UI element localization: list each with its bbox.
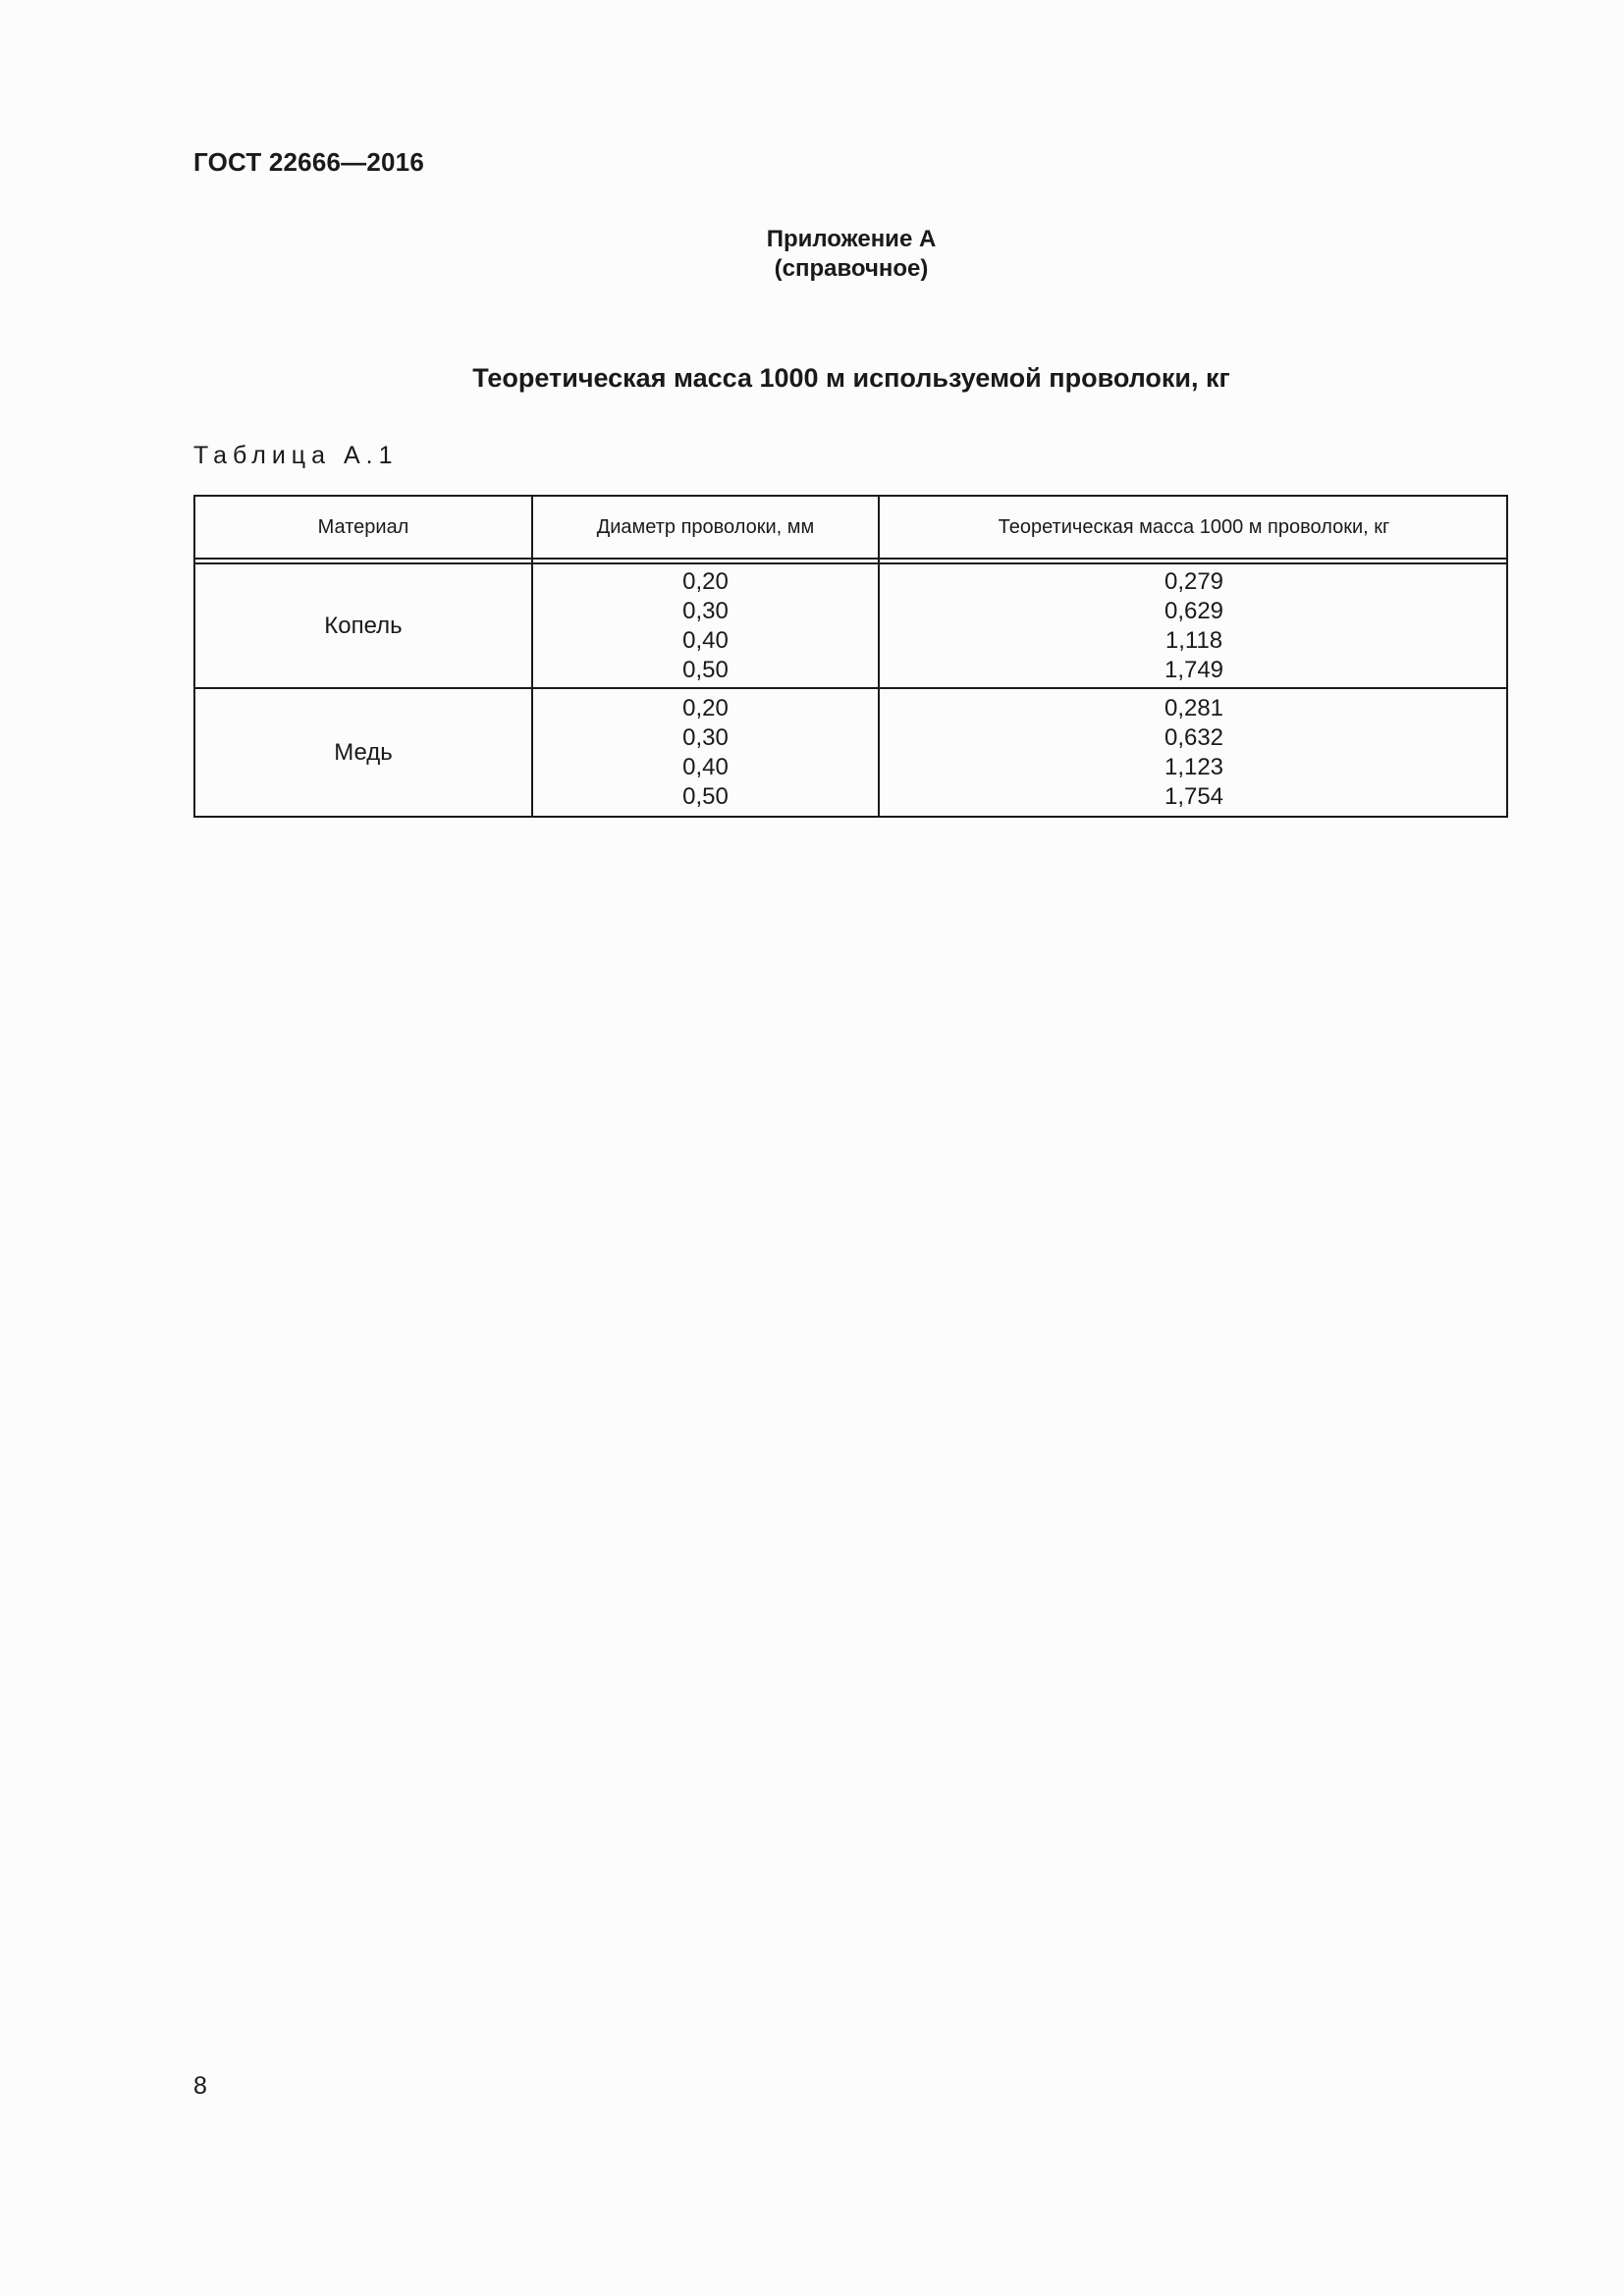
diameter-value: 0,40 — [682, 753, 729, 780]
diameter-value: 0,30 — [682, 597, 729, 624]
diameter-value: 0,20 — [682, 694, 729, 721]
page-number: 8 — [193, 2072, 207, 2100]
document-code: ГОСТ 22666—2016 — [193, 147, 424, 177]
mass-value: 1,754 — [1164, 782, 1224, 810]
material-cell: Медь — [334, 738, 393, 766]
mass-value: 1,749 — [1164, 656, 1224, 683]
diameter-value: 0,50 — [682, 782, 729, 810]
diameter-value: 0,50 — [682, 656, 729, 683]
mass-value: 0,279 — [1164, 567, 1224, 595]
mass-value: 1,118 — [1164, 626, 1223, 654]
header-mass: Теоретическая масса 1000 м проволоки, кг — [998, 515, 1390, 538]
mass-value: 0,629 — [1164, 597, 1224, 624]
mass-cell — [880, 689, 1508, 816]
table-label: Таблица А.1 — [193, 442, 399, 469]
diameter-cell — [533, 689, 878, 816]
material-cell: Копель — [324, 612, 403, 639]
table-heading: Теоретическая масса 1000 м используемой проволоки, кг — [472, 363, 1230, 393]
mass-cell — [880, 564, 1508, 687]
header-rule — [195, 558, 1506, 560]
diameter-cell — [533, 564, 878, 687]
annex-title: Приложение А — [766, 226, 937, 252]
mass-value: 0,632 — [1164, 723, 1224, 751]
mass-table — [193, 495, 1508, 818]
header-material: Материал — [317, 515, 409, 538]
diameter-value: 0,30 — [682, 723, 729, 751]
diameter-value: 0,40 — [682, 626, 729, 654]
annex-status: (справочное) — [774, 255, 929, 282]
mass-value: 0,281 — [1164, 694, 1224, 721]
diameter-value: 0,20 — [682, 567, 729, 595]
header-diameter: Диаметр проволоки, мм — [596, 515, 815, 538]
mass-value: 1,123 — [1164, 753, 1224, 780]
